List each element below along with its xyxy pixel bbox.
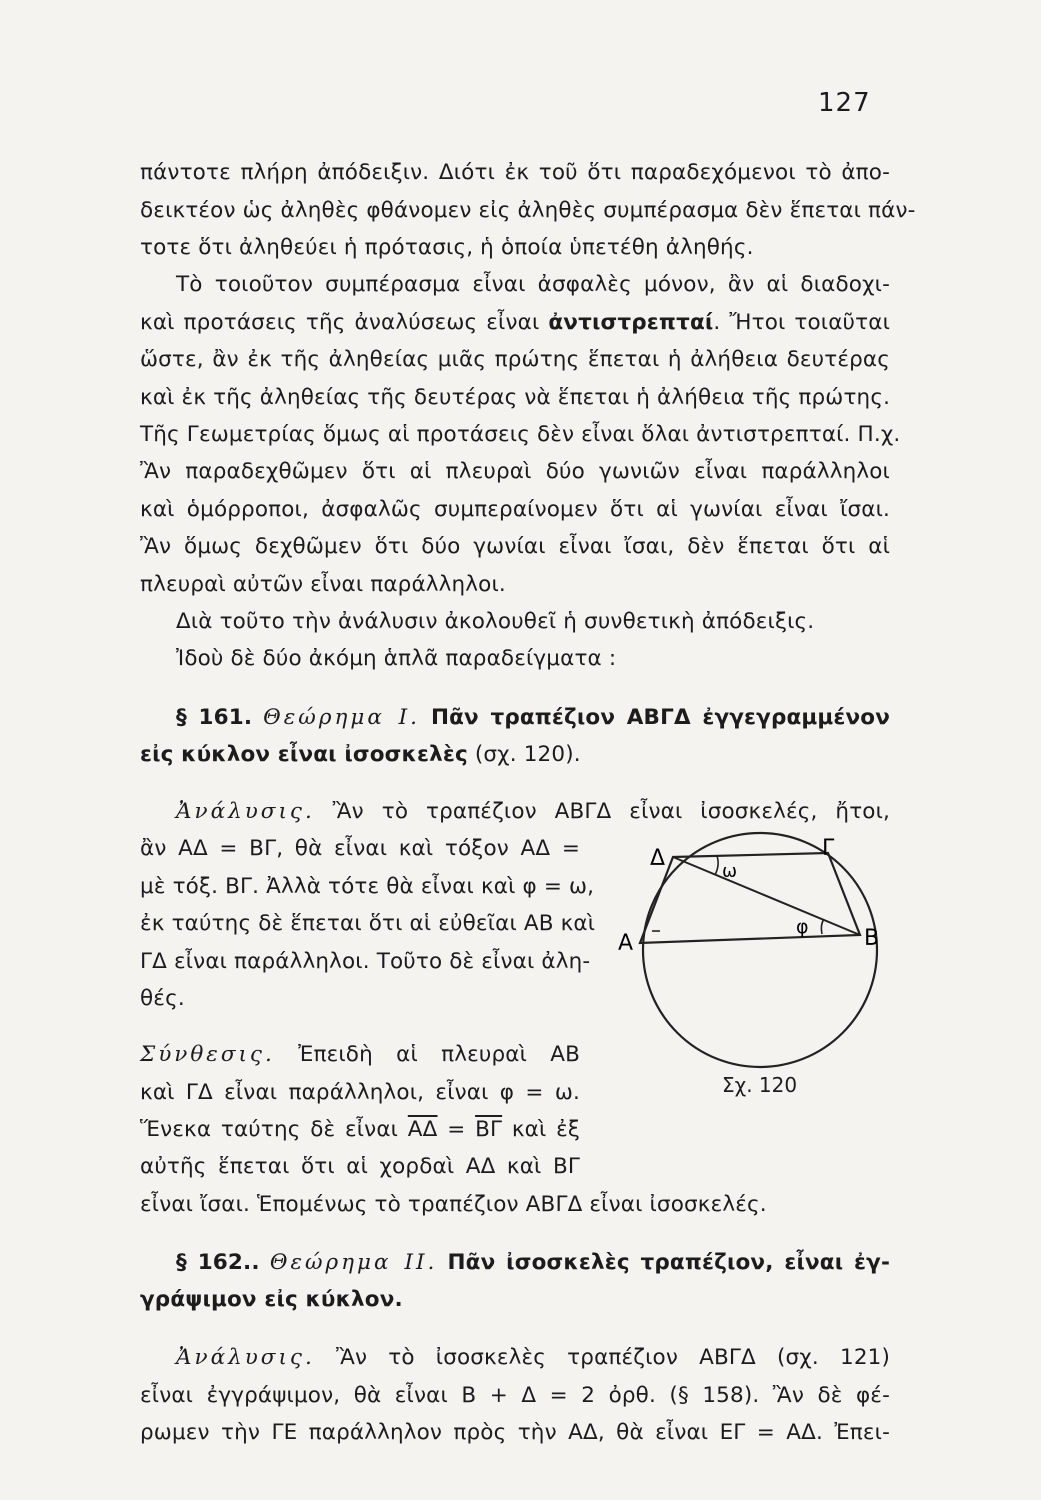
label-beta: Β [864,926,880,951]
label-omega: ω [722,861,738,882]
analysis-line: Ἀνάλυσις. Ἂν τὸ τραπέζιον ΑΒΓΔ εἶναι ἰσοσκελές, ἤτοι, [176,799,890,824]
synthesis-line: Σύνθεσις. Ἐπειδὴ αἱ πλευραὶ ΑΒ [140,1042,580,1067]
circumcircle [643,833,880,1067]
page-number: 127 [818,88,871,118]
synthesis-line: Ἕνεκα ταύτης δὲ εἶναι $\overline{A\Delta} = \overline{B\Gamma}$ καὶ ἐξ [140,1117,581,1142]
label-gamma: Γ [822,836,835,861]
analysis-line: ἐκ ταύτης δὲ ἕπεται ὅτι αἱ εὐθεῖαι ΑΒ καὶ [140,911,596,936]
arc-bg: $\overline{B\Gamma}$ [475,1117,503,1142]
angle-omega-arc [715,856,718,875]
synthesis-line: εἶναι ἴσαι. Ἑπομένως τὸ τραπέζιον ΑΒΓΔ εἶναι ἰσοσκελές. [140,1192,767,1217]
arc-ad: $\overline{A\Delta}$ [407,1117,438,1142]
analysis-line: ΓΔ εἶναι παράλληλοι. Τοῦτο δὲ εἶναι ἀλη- [140,949,591,974]
text-line: ὥστε, ἂν ἐκ τῆς ἀληθείας μιᾶς πρώτης ἕπεται ἡ ἀλήθεια δευτέρας [140,347,890,372]
text-line: Διὰ τοῦτο τὴν ἀνάλυσιν ἀκολουθεῖ ἡ συνθετικὴ ἀπόδειξις. [176,609,815,634]
text-line: τοτε ὅτι ἀληθεύει ἡ πρότασις, ἡ ὁποία ὑπετέθη ἀληθής. [140,235,754,260]
text-line: Ἂν ὅμως δεχθῶμεν ὅτι δύο γωνίαι εἶναι ἴσαι, δὲν ἕπεται ὅτι αἱ [140,534,890,559]
analysis-line: εἶναι ἐγγράψιμον, θὰ εἶναι Β + Δ = 2 ὀρθ. (§ 158). Ἂν δὲ φέ- [140,1383,890,1408]
theorem-161-heading-cont: εἰς κύκλον εἶναι ἰσοσκελὲς (σχ. 120). [140,742,581,767]
text-line: καὶ ὁμόρροποι, ἀσφαλῶς συμπεραίνομεν ὅτι αἱ γωνίαι εἶναι ἴσαι. [140,497,890,522]
emphasis-term: ἀντιστρεπταί [548,310,714,335]
text-line: πάντοτε πλήρη ἀπόδειξιν. Διότι ἐκ τοῦ ὅτι παραδεχόμενοι τὸ ἀπο- [140,160,890,185]
text-line: καὶ προτάσεις τῆς ἀναλύσεως εἶναι ἀντιστρεπταί. Ἤτοι τοιαῦται [140,310,890,335]
label-delta: Δ [650,846,666,871]
text-line: πλευραὶ αὐτῶν εἶναι παράλληλοι. [140,572,506,597]
text-line: καὶ ἐκ τῆς ἀληθείας τῆς δευτέρας νὰ ἕπεται ἡ ἀλήθεια τῆς πρώτης. [140,385,891,410]
analysis-line: ἂν ΑΔ = ΒΓ, θὰ εἶναι καὶ τόξον ΑΔ = [140,836,580,861]
label-phi: φ [796,916,809,938]
text-line: Τῆς Γεωμετρίας ὅμως αἱ προτάσεις δὲν εἶναι ὅλαι ἀντιστρεπταί. Π.χ. [140,422,901,447]
label-alpha: Α [618,931,634,956]
analysis-line: μὲ τόξ. ΒΓ. Ἀλλὰ τότε θὰ εἶναι καὶ φ = ω, [140,874,595,899]
analysis-line: Ἀνάλυσις. Ἂν τὸ ἰσοσκελὲς τραπέζιον ΑΒΓΔ (σχ. 121) [176,1345,891,1370]
text-line: δεικτέον ὡς ἀληθὲς φθάνομεν εἰς ἀληθὲς συμπέρασμα δὲν ἕπεται πάν- [140,198,916,223]
angle-phi-arc [821,919,824,934]
figure-caption: Σχ. 120 [722,1073,798,1097]
text-line: Ἂν παραδεχθῶμεν ὅτι αἱ πλευραὶ δύο γωνιῶν εἶναι παράλληλοι [140,459,890,484]
text-line: Ἰδοὺ δὲ δύο ἀκόμη ἁπλᾶ παραδείγματα : [176,646,617,671]
trapezoid-abgd [640,853,860,943]
diagonal-db [673,857,860,935]
synthesis-line: καὶ ΓΔ εἶναι παράλληλοι, εἶναι φ = ω. [140,1080,580,1105]
synthesis-line: αὐτῆς ἕπεται ὅτι αἱ χορδαὶ ΑΔ καὶ ΒΓ [140,1154,580,1179]
theorem-162-heading: § 162.. Θεώρημα ΙΙ. Πᾶν ἰσοσκελὲς τραπέζιον, εἶναι ἐγ- [176,1250,891,1275]
text-line: Τὸ τοιοῦτον συμπέρασμα εἶναι ἀσφαλὲς μόνον, ἂν αἱ διαδοχι- [176,272,890,297]
analysis-line: ρωμεν τὴν ΓΕ παράλληλον πρὸς τὴν ΑΔ, θὰ εἶναι ΕΓ = ΑΔ. Ἐπει- [140,1420,890,1445]
theorem-162-heading-cont: γράψιμον εἰς κύκλον. [140,1287,403,1312]
theorem-161-heading: § 161. Θεώρημα Ι. Πᾶν τραπέζιον ΑΒΓΔ ἐγγεγραμμένον [176,705,890,730]
analysis-line: θές. [140,986,185,1011]
